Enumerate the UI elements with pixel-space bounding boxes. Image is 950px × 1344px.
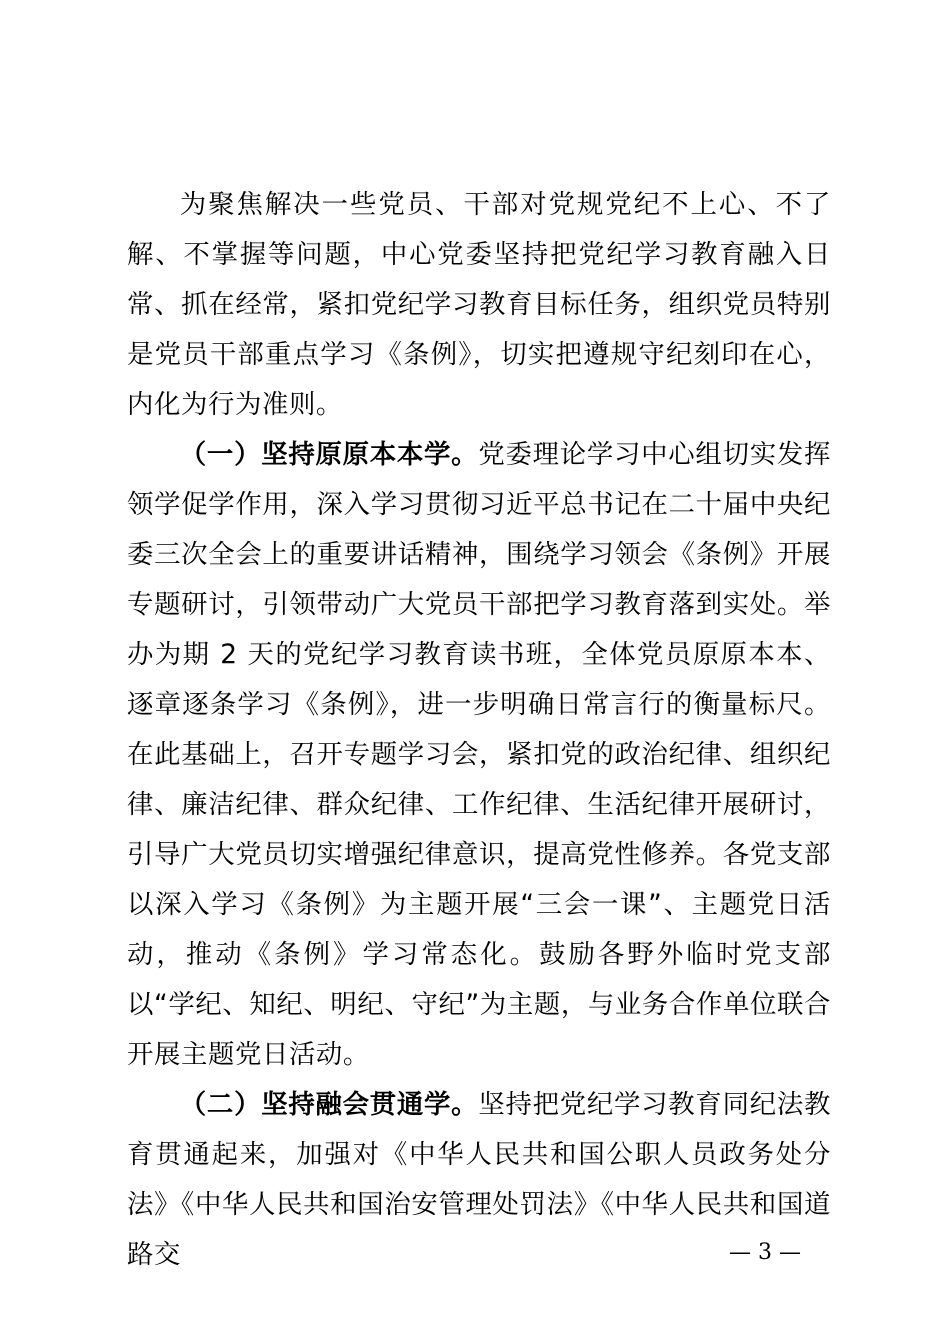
section-two-text: 坚持把党纪学习教育同纪法教育贯通起来，加强对《中华人民共和国公职人员政务处分法》《中华人民共和国治安管理处罚法》《中华人民共和国道路交: [127, 1089, 831, 1270]
paragraph-intro-text: 为聚焦解决一些党员、干部对党规党纪不上心、不了解、不掌握等问题，中心党委坚持把党纪学习教育融入日常、抓在经常，紧扣党纪学习教育目标任务，组织党员特别是党员干部重点学习《条例》，切实把遵规守纪刻印在心，内化为行为准则。: [127, 189, 831, 420]
document-body: [127, 180, 831, 1280]
section-one-text: 党委理论学习中心组切实发挥领学促学作用，深入学习贯彻习近平总书记在二十届中央纪委三次全会上的重要讲话精神，围绕学习领会《条例》开展专题研讨，引领带动广大党员干部把学习教育落到实处。举办为期 2 天的党纪学习教育读书班，全体党员原原本本、逐章逐条学习《条例》，进一步明确日常言行的衡量标尺。在此基础上，召开专题学习会，紧扣党的政治纪律、组织纪律、廉洁纪律、群众纪律、工作纪律、生活纪律开展研讨，引导广大党员切实增强纪律意识，提高党性修养。各党支部以深入学习《条例》为主题开展“三会一课”、主题党日活动，推动《条例》学习常态化。鼓励各野外临时党支部以“学纪、知纪、明纪、守纪”为主题，与业务合作单位联合开展主题党日活动。: [127, 439, 831, 1070]
paragraph-intro: [127, 180, 831, 430]
section-one-heading: （一）坚持原原本本学。: [179, 439, 479, 470]
paragraph-section-one: [127, 430, 831, 1080]
section-two-heading: （二）坚持融会贯通学。: [179, 1089, 479, 1120]
page-number: — 3 —: [729, 1240, 801, 1265]
